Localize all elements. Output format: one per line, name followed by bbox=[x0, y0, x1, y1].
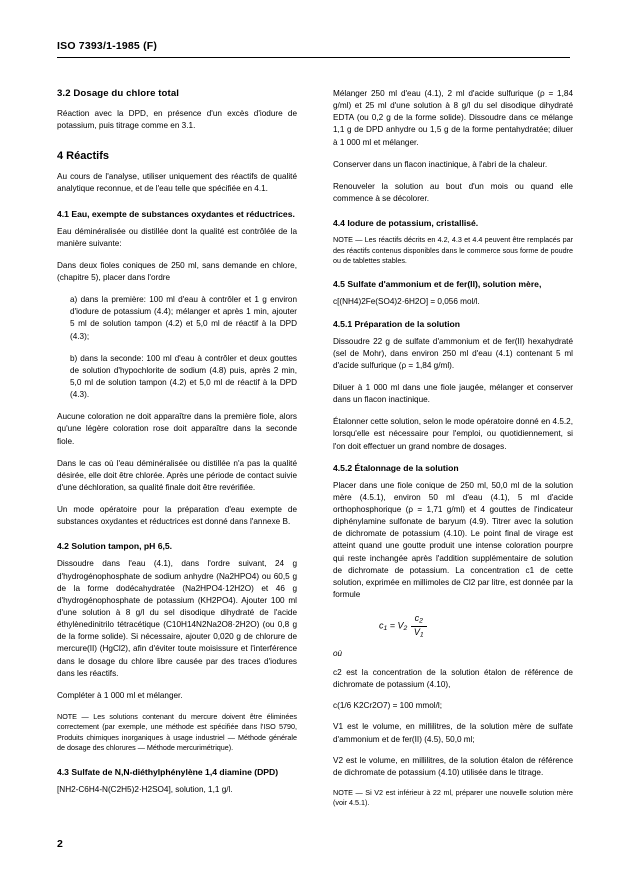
para-4-5-2-1: Placer dans une fiole conique de 250 ml, 50,0 ml de la solution mère (4.5.1), environ 50 ml d'eau (4.1), 5 ml d'acide orthophosphorique (ρ = 1,71 g/ml) et 4 gouttes de l'indicateur diphénylamine sulfonate de baryum (4.9). Titrer avec la solution de dichromate de potassium (4.10). Le point final de virage est atteint quand une goutte produit une intense coloration pourpre qui reste inchangée après l'addition supplémentaire de solution de dichromate de potassium. La concentration c1 de cette solution, exprimée en millimoles de Cl2 par litre, est donnée par la formule bbox=[333, 480, 573, 599]
heading-4-4: 4.4 Iodure de potassium, cristallisé. bbox=[333, 218, 479, 229]
para-4-1-c: Aucune coloration ne doit apparaître dans la première fiole, alors qu'une légère coloration rose doit apparaître dans la seconde fiole. bbox=[57, 412, 297, 446]
right-column bbox=[333, 88, 573, 819]
heading-4-5-2: 4.5.2 Étalonnage de la solution bbox=[333, 462, 459, 473]
para-r-3: Renouveler la solution au bout d'un mois ou quand elle commence à se décolorer. bbox=[333, 181, 573, 203]
formula-c1: $c_1 = V_2$ $\frac{c_2}{V_1}$ bbox=[333, 613, 573, 639]
para-4-5-formula: c[(NH4)2Fe(SO4)2·6H2O] = 0,056 mol/l. bbox=[333, 297, 480, 307]
para-4-5-1-2: Diluer à 1 000 ml dans une fiole jaugée, mélanger et conserver dans un flacon inactinique. bbox=[333, 383, 573, 405]
header-rule bbox=[57, 57, 570, 58]
para-r-1: Mélanger 250 ml d'eau (4.1), 2 ml d'acide sulfurique (ρ = 1,84 g/ml) et 25 ml d'une solution à 8 g/l du sel disodique dihydraté EDTA (ou 0,2 g de la forme solide). Dissoudre dans ce mélange 1,1 g de DPD anhydre ou 1,5 g de la forme pentahydratée; diluer à 1 000 ml et mélanger. bbox=[333, 89, 573, 147]
heading-3-2: 3.2 Dosage du chlore total bbox=[57, 88, 180, 99]
para-4-5-1-3: Étalonner cette solution, selon le mode opératoire donné en 4.5.2, lorsqu'elle est nécessaire pour l'emploi, ou quotidiennement, si l'on doit effectuer un grand nombre de dosages. bbox=[333, 417, 573, 451]
para-3-2-1: Réaction avec la DPD, en présence d'un excès d'iodure de potassium, puis titrage comme en 3.1. bbox=[57, 109, 297, 131]
para-4-3-1: [NH2-C6H4-N(C2H5)2·H2SO4], solution, 1,1 g/l. bbox=[57, 784, 233, 794]
note-4-4: NOTE — Les réactifs décrits en 4.2, 4.3 et 4.4 peuvent être remplacés par des réactifs contenus disponibles dans le commerce sous forme de poudre ou de tablettes stables. bbox=[333, 235, 573, 265]
para-4-1-b: Dans deux fioles coniques de 250 ml, sans demande en chlore, (chapitre 5), placer dans l'ordre bbox=[57, 260, 297, 282]
heading-4-1: 4.1 Eau, exempte de substances oxydantes et réductrices. bbox=[57, 208, 295, 219]
formula-where-label: où bbox=[333, 648, 343, 658]
para-r-2: Conserver dans un flacon inactinique, à l'abri de la chaleur. bbox=[333, 159, 548, 169]
definition-c2: c2 est la concentration de la solution étalon de référence de dichromate de potassium (4.10), bbox=[333, 667, 573, 690]
list-item-a: a) dans la première: 100 ml d'eau à contrôler et 1 g environ d'iodure de potassium (4.4); mélanger et après 1 min, ajouter 5 ml de solution tampon (4.2) et 5,0 ml de réactif à la DPD (4.3); bbox=[70, 295, 297, 341]
heading-4-5: 4.5 Sulfate d'ammonium et de fer(II), solution mère, bbox=[333, 279, 542, 290]
para-4-1-a: Eau déminéralisée ou distillée dont la qualité est contrôlée de la manière suivante: bbox=[57, 226, 297, 248]
left-column bbox=[57, 88, 297, 819]
two-column-layout bbox=[57, 88, 573, 819]
para-4-1-e: Un mode opératoire pour la préparation d'eau exempte de substances oxydantes et réductrices est donné dans l'annexe B. bbox=[57, 505, 297, 527]
para-4-2-2: Compléter à 1 000 ml et mélanger. bbox=[57, 690, 183, 700]
page-number: 2 bbox=[57, 838, 63, 850]
para-4-5-1-1: Dissoudre 22 g de sulfate d'ammonium et de fer(II) hexahydraté (sel de Mohr), dans environ 250 ml d'eau (4.1) contenant 5 ml d'acide sulfurique (ρ = 1,84 g/ml). bbox=[333, 336, 573, 370]
heading-4-2: 4.2 Solution tampon, pH 6,5. bbox=[57, 541, 173, 552]
para-4-1: Au cours de l'analyse, utiliser uniquement des réactifs de qualité analytique reconnue, et de l'eau telle que spécifiée en 4.1. bbox=[57, 172, 297, 194]
note-4-5-2: NOTE — Si V2 est inférieur à 22 ml, préparer une nouvelle solution mère (voir 4.5.1). bbox=[333, 787, 573, 808]
definition-v1: V1 est le volume, en millilitres, de la solution mère de sulfate d'ammonium et de fer(II) (4.5), 50,0 ml; bbox=[333, 722, 573, 744]
page-header: ISO 7393/1-1985 (F) bbox=[57, 40, 158, 52]
heading-4-5-1: 4.5.1 Préparation de la solution bbox=[333, 318, 461, 329]
definition-c2-value: c(1/6 K2Cr2O7) = 100 mmol/l; bbox=[333, 701, 442, 711]
list-item-b: b) dans la seconde: 100 ml d'eau à contrôler et deux gouttes de solution d'hypochlorite de sodium (4.8) puis, après 2 min, 5,0 ml de solution tampon (4.2) et 5,0 ml de réactif à la DPD (4.3). bbox=[70, 353, 297, 400]
para-4-2-1: Dissoudre dans l'eau (4.1), dans l'ordre suivant, 24 g d'hydrogénophosphate de sodium anhydre (Na2HPO4) ou 60,5 g de la forme dodécahydratée (Na2HPO4·12H2O) et 46 g d'hydrogénophosphate de potassium (KH2PO4). Ajouter 100 ml d'une solution à 8 g/l du sel disodique dihydraté de l'acide éthylènedinitrilo tétracétique (C10H14N2Na2O8·2H2O) (ou 0,8 g de la forme solide). Si nécessaire, ajouter 0,020 g de chlorure de mercure(II) (HgCl2), afin d'éviter toute moisissure et l'interférence dans le dosage du chlore libre causée par des traces d'iodures dans les réactifs. bbox=[57, 559, 297, 678]
heading-4: 4 Réactifs bbox=[57, 150, 109, 163]
definition-v2: V2 est le volume, en millilitres, de la solution étalon de référence de dichromate de potassium (4.10) utilisée dans le titrage. bbox=[333, 755, 573, 777]
heading-4-3: 4.3 Sulfate de N,N-diéthylphénylène 1,4 diamine (DPD) bbox=[57, 766, 279, 777]
para-4-1-d: Dans le cas où l'eau déminéralisée ou distillée n'a pas la qualité désirée, elle doit être chlorée. Après une période de contact suivie d'une déchloration, sa qualité finale doit être revérifiée. bbox=[57, 458, 297, 492]
note-4-2: NOTE — Les solutions contenant du mercure doivent être éliminées correctement (par exemple, une méthode est spécifiée dans l'ISO 5790, Produits chimiques inorganiques à usage industriel — Méthode générale de dosage des chlorures — Méthode mercurimétrique). bbox=[57, 711, 297, 753]
